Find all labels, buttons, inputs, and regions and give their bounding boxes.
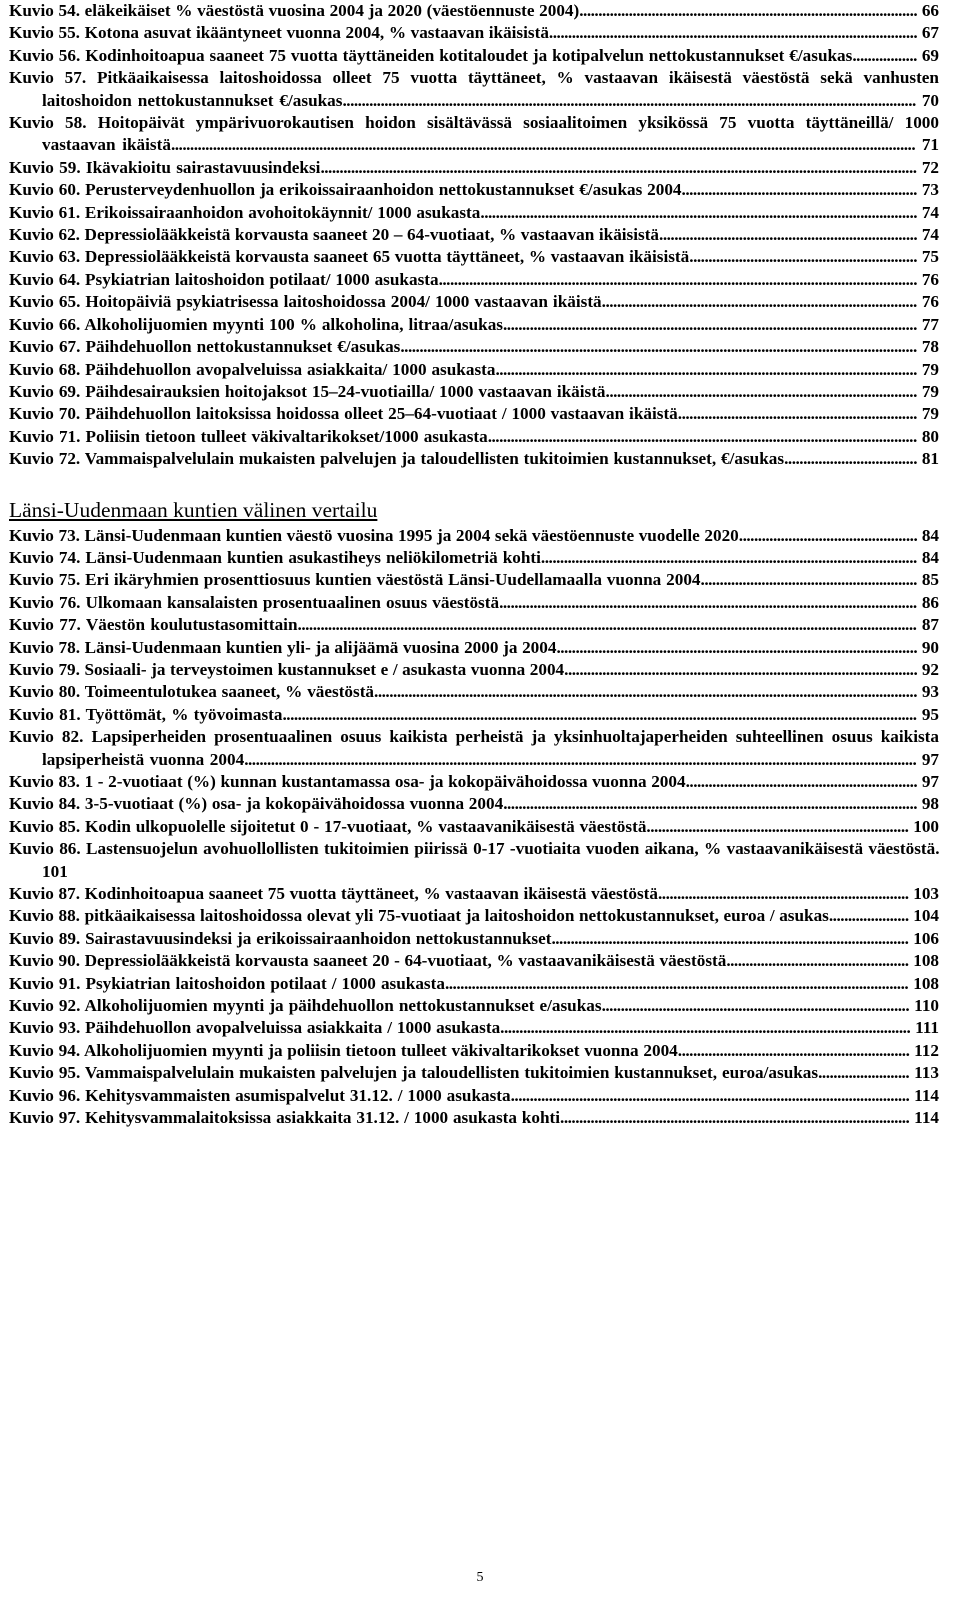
dot-leader: ................................................................................................................. xyxy=(487,426,917,446)
toc-entry-label: Kuvio 88. pitkäaikaisessa laitoshoidossa olevat yli 75-vuotiaat ja laitoshoidon nettokustannukset, euroa / asukas xyxy=(9,906,829,926)
toc-entry-page: 76 xyxy=(921,269,939,289)
toc-list-section xyxy=(9,525,939,1130)
toc-entry-page: 79 xyxy=(921,359,939,379)
toc-entry[interactable] xyxy=(9,1040,939,1062)
toc-entry-label: Kuvio 73. Länsi-Uudenmaan kuntien väestö vuosina 1995 ja 2004 sekä väestöennuste vuodelle 2020 xyxy=(9,525,739,545)
dot-leader: ................................................ xyxy=(726,951,909,971)
dot-leader: ............................................................................................................................................................. xyxy=(320,157,917,177)
toc-entry-page: 98 xyxy=(921,794,939,814)
toc-entry[interactable] xyxy=(9,525,939,547)
toc-entry-label: Kuvio 58. Hoitopäivät ympärivuorokautisen hoidon sisältävässä sosiaalitoimen yksikössä 75 vuotta täyttäneillä/ 1000 vastaavan ikäistä xyxy=(9,113,939,155)
toc-entry-label: Kuvio 81. Työttömät, % työvoimasta xyxy=(9,704,283,724)
toc-entry-page: 67 xyxy=(921,23,939,43)
toc-entry[interactable] xyxy=(9,905,939,927)
toc-entry[interactable] xyxy=(9,381,939,403)
toc-entry-label: Kuvio 82. Lapsiperheiden prosentuaalinen osuus kaikista perheistä ja yksinhuoltajaperheiden suhteellinen osuus kaikista lapsiperheistä vuonna 2004 xyxy=(9,727,939,769)
toc-entry-label: Kuvio 55. Kotona asuvat ikääntyneet vuonna 2004, % vastaavan ikäisistä xyxy=(9,23,549,43)
toc-entry-label: Kuvio 80. Toimeentulotukea saaneet, % väestöstä xyxy=(9,682,375,702)
toc-entry-page: 92 xyxy=(921,659,939,679)
toc-entry-page: 84 xyxy=(921,547,939,567)
dot-leader: .............................................................. xyxy=(681,180,917,200)
toc-entry-page: 95 xyxy=(921,704,939,724)
toc-entry-page: 114 xyxy=(914,1108,939,1128)
toc-entry-page: 78 xyxy=(921,337,939,357)
toc-entry[interactable] xyxy=(9,403,939,425)
toc-entry-page: 73 xyxy=(921,180,939,200)
dot-leader: ............................................................................................... xyxy=(556,637,918,657)
dot-leader: ................................................................................... xyxy=(601,292,917,312)
toc-entry-page: 108 xyxy=(913,951,939,971)
toc-entry-page: 86 xyxy=(921,592,939,612)
dot-leader: ............................................................................................ xyxy=(560,1108,910,1128)
dot-leader: ................................... xyxy=(784,449,917,469)
toc-entry-label: Kuvio 94. Alkoholijuomien myynti ja poliisin tietoon tulleet väkivaltarikokset vuonna 2004 xyxy=(9,1040,678,1060)
toc-entry-label: Kuvio 85. Kodin ulkopuolelle sijoitetut 0 - 17-vuotiaat, % vastaavanikäisestä väestöstä xyxy=(9,816,647,836)
toc-entry[interactable] xyxy=(9,995,939,1017)
toc-entry[interactable] xyxy=(9,928,939,950)
dot-leader: ............................................... xyxy=(738,525,918,545)
section-heading: Länsi-Uudenmaan kuntien välinen vertailu xyxy=(9,497,378,522)
toc-entry-label: Kuvio 76. Ulkomaan kansalaisten prosentuaalinen osuus väestöstä xyxy=(9,592,500,612)
toc-entry-page: 101 xyxy=(42,861,68,881)
dot-leader: ............................................................................................................... xyxy=(495,359,917,379)
dot-leader: .............................................................................................................. xyxy=(499,592,917,612)
toc-entry-label: Kuvio 75. Eri ikäryhmien prosenttiosuus kuntien väestöstä Länsi-Uudellamaalla vuonna 2004 xyxy=(9,570,701,590)
toc-entry-label: Kuvio 89. Sairastavuusindeksi ja erikoissairaanhoidon nettokustannukset xyxy=(9,928,552,948)
toc-entry-page: 108 xyxy=(913,973,939,993)
toc-entry[interactable] xyxy=(9,269,939,291)
toc-entry[interactable] xyxy=(9,637,939,659)
dot-leader: . xyxy=(935,839,939,859)
toc-entry[interactable] xyxy=(9,973,939,995)
toc-entry-label: Kuvio 96. Kehitysvammaisten asumispalvelut 31.12. / 1000 asukasta xyxy=(9,1085,511,1105)
toc-entry-label: Kuvio 59. Ikävakioitu sairastavuusindeksi xyxy=(9,157,321,177)
toc-entry[interactable] xyxy=(9,816,939,838)
toc-entry-label: Kuvio 61. Erikoissairaanhoidon avohoitokäynnit/ 1000 asukasta xyxy=(9,202,481,222)
toc-entry[interactable] xyxy=(9,1062,939,1084)
toc-entry-page: 76 xyxy=(921,292,939,312)
dot-leader: ............................................................................................................................................... xyxy=(374,682,917,702)
toc-entry[interactable] xyxy=(9,681,939,703)
toc-entry-label: Kuvio 83. 1 - 2-vuotiaat (%) kunnan kustantamassa osa- ja kokopäivähoidossa vuonna 2004 xyxy=(9,772,686,791)
toc-entry-page: 103 xyxy=(913,884,939,904)
dot-leader: ..................................................................... xyxy=(646,816,909,836)
toc-entry[interactable] xyxy=(9,224,939,246)
dot-leader: ....................................................................................................................................................................... xyxy=(282,704,917,724)
toc-entry-page: 90 xyxy=(921,637,939,657)
dot-leader: ........................................................................................................................................ xyxy=(400,337,917,357)
dot-leader: .............................................................................................................................. xyxy=(438,269,917,289)
toc-entry-page: 106 xyxy=(913,928,939,948)
toc-entry-label: Kuvio 79. Sosiaali- ja terveystoimen kustannukset e / asukasta vuonna 2004 xyxy=(9,659,565,679)
toc-entry-page: 104 xyxy=(913,906,939,926)
toc-entry[interactable] xyxy=(9,614,939,636)
toc-entry-label: Kuvio 93. Päihdehuollon avopalveluissa asiakkaita / 1000 asukasta xyxy=(9,1018,501,1038)
toc-entry-page: 70 xyxy=(921,90,939,110)
dot-leader: .............................................................................................. xyxy=(551,928,909,948)
toc-entry-page: 113 xyxy=(914,1063,939,1083)
toc-entry-page: 66 xyxy=(921,1,939,20)
toc-entry-label: Kuvio 91. Psykiatrian laitoshoidon potilaat / 1000 asukasta xyxy=(9,973,445,993)
toc-entry-label: Kuvio 57. Pitkäaikaisessa laitoshoidossa olleet 75 vuotta täyttäneet, % vastaavan ikäisestä väestöstä sekä vanhusten laitoshoidon nettokustannukset €/asukas xyxy=(9,68,939,110)
toc-entry[interactable] xyxy=(9,426,939,448)
toc-entry-page: 87 xyxy=(921,615,939,635)
dot-leader: .................................................................... xyxy=(659,225,918,245)
dot-leader: ................................................................................................. xyxy=(548,23,918,43)
dot-leader: ....................................................................................................................................................... xyxy=(342,90,916,110)
toc-entry-label: Kuvio 56. Kodinhoitoapua saaneet 75 vuotta täyttäneiden kotitaloudet ja kotipalvelun nettokustannukset €/asukas xyxy=(9,45,853,65)
dot-leader: .................................................................................. xyxy=(605,381,917,401)
dot-leader: ............................................................................................................. xyxy=(503,794,918,814)
dot-leader: ............................................................................................. xyxy=(564,659,918,679)
toc-entry-page: 111 xyxy=(915,1018,939,1038)
toc-entry-page: 93 xyxy=(921,682,939,702)
toc-entry-label: Kuvio 63. Depressiolääkkeistä korvausta saaneet 65 vuotta täyttäneet, % vastaavan ikäisistä xyxy=(9,247,690,267)
toc-entry-label: Kuvio 84. 3-5-vuotiaat (%) osa- ja kokopäivähoidossa vuonna 2004 xyxy=(9,794,504,814)
toc-entry[interactable] xyxy=(9,569,939,591)
toc-entry-page: 114 xyxy=(914,1085,939,1105)
toc-entry-page: 112 xyxy=(914,1040,939,1060)
toc-entry-label: Kuvio 95. Vammaispalvelulain mukaisten palvelujen ja taloudellisten tukitoimien kustannukset, euroa/asukas xyxy=(9,1063,819,1083)
toc-entry[interactable] xyxy=(9,314,939,336)
toc-entry[interactable] xyxy=(9,157,939,179)
toc-entry-label: Kuvio 72. Vammaispalvelulain mukaisten palvelujen ja taloudellisten tukitoimien kustannukset, €/asukas xyxy=(9,449,785,469)
toc-entry-label: Kuvio 66. Alkoholijuomien myynti 100 % alkoholina, litraa/asukas xyxy=(9,314,503,334)
toc-entry[interactable] xyxy=(9,838,939,883)
toc-entry[interactable] xyxy=(9,448,939,470)
toc-entry[interactable] xyxy=(9,950,939,972)
toc-entry-page: 69 xyxy=(921,45,939,65)
toc-entry-page: 100 xyxy=(913,816,939,836)
dot-leader: ................................................................................................................... xyxy=(480,202,918,222)
dot-leader: ............................................................... xyxy=(677,404,917,424)
toc-entry-page: 80 xyxy=(921,426,939,446)
toc-entry[interactable] xyxy=(9,592,939,614)
toc-entry-page: 97 xyxy=(921,749,939,769)
toc-entry-label: Kuvio 74. Länsi-Uudenmaan kuntien asukastiheys neliökilometriä kohti xyxy=(9,547,541,567)
dot-leader: ..................... xyxy=(828,906,909,926)
toc-entry-label: Kuvio 65. Hoitopäiviä psykiatrisessa laitoshoidossa 2004/ 1000 vastaavan ikäistä xyxy=(9,292,602,312)
toc-entry[interactable] xyxy=(9,726,939,771)
dot-leader: ................................................................................. xyxy=(601,996,910,1016)
toc-entry-label: Kuvio 77. Väestön koulutustasomittain xyxy=(9,615,298,635)
toc-entry-page: 84 xyxy=(921,525,939,545)
toc-entry-page: 72 xyxy=(921,157,939,177)
dot-leader: ........................ xyxy=(818,1063,910,1083)
toc-entry-label: Kuvio 90. Depressiolääkkeistä korvausta saaneet 20 - 64-vuotiaat, % vastaavanikäisestä väestöstä xyxy=(9,951,727,971)
dot-leader: ............................................................................................................ xyxy=(500,1018,911,1038)
toc-entry[interactable] xyxy=(9,1107,939,1129)
dot-leader: .................................................................. xyxy=(657,884,909,904)
toc-entry-page: 74 xyxy=(921,202,939,222)
toc-entry-label: Kuvio 68. Päihdehuollon avopalveluissa asiakkaita/ 1000 asukasta xyxy=(9,359,496,379)
dot-leader: ......................................................... xyxy=(700,570,917,590)
toc-entry[interactable] xyxy=(9,359,939,381)
toc-entry-page: 81 xyxy=(921,449,939,469)
dot-leader: ................................................................................................................................................................... xyxy=(297,615,917,635)
dot-leader: .......................................................................................................................... xyxy=(444,973,909,993)
toc-entry-page: 71 xyxy=(921,135,939,155)
toc-entry[interactable] xyxy=(9,659,939,681)
toc-entry[interactable] xyxy=(9,883,939,905)
toc-entry[interactable] xyxy=(9,202,939,224)
toc-entry-label: Kuvio 92. Alkoholijuomien myynti ja päihdehuollon nettokustannukset e/asukas xyxy=(9,996,602,1016)
toc-entry-page: 97 xyxy=(921,772,939,791)
toc-entry-page: 79 xyxy=(921,381,939,401)
toc-entry-label: Kuvio 78. Länsi-Uudenmaan kuntien yli- ja alijäämä vuosina 2000 ja 2004 xyxy=(9,637,557,657)
toc-entry[interactable] xyxy=(9,291,939,313)
toc-entry-label: Kuvio 70. Päihdehuollon laitoksissa hoidossa olleet 25–64-vuotiaat / 1000 vastaavan ikäistä xyxy=(9,404,678,424)
toc-entry[interactable] xyxy=(9,112,939,157)
toc-entry[interactable] xyxy=(9,179,939,201)
toc-entry[interactable] xyxy=(9,793,939,815)
toc-entry-label: Kuvio 97. Kehitysvammalaitoksissa asiakkaita 31.12. / 1000 asukasta kohti xyxy=(9,1108,561,1128)
toc-entry[interactable] xyxy=(9,22,939,44)
toc-entry-label: Kuvio 62. Depressiolääkkeistä korvausta saaneet 20 – 64-vuotiaat, % vastaavan ikäisistä xyxy=(9,225,660,245)
toc-entry[interactable] xyxy=(9,1085,939,1107)
toc-entry-label: Kuvio 87. Kodinhoitoapua saaneet 75 vuotta täyttäneet, % vastaavan ikäisestä väestöstä xyxy=(9,884,658,904)
dot-leader: .................................................................................................................................................................................................... xyxy=(170,135,916,155)
dot-leader: ............................................................. xyxy=(677,1040,910,1060)
toc-entry-label: Kuvio 86. Lastensuojelun avohuollollisten tukitoimien piirissä 0-17 -vuotiaita vuoden aikana, % vastaavanikäisestä väestöstä xyxy=(9,839,936,859)
table-of-figures xyxy=(9,0,939,1130)
toc-entry[interactable] xyxy=(9,547,939,569)
toc-entry-page: 75 xyxy=(921,247,939,267)
dot-leader: ................................................................................................... xyxy=(540,547,917,567)
toc-entry-page: 74 xyxy=(921,225,939,245)
toc-list xyxy=(9,0,939,471)
toc-entry-page: 77 xyxy=(921,314,939,334)
dot-leader: ............................................................. xyxy=(685,772,918,791)
toc-entry[interactable] xyxy=(9,704,939,726)
page-number: 5 xyxy=(476,1570,484,1585)
toc-entry[interactable] xyxy=(9,246,939,268)
toc-entry-page: 110 xyxy=(914,996,939,1016)
toc-entry[interactable] xyxy=(9,67,939,112)
dot-leader: ................. xyxy=(852,45,917,65)
toc-entry[interactable] xyxy=(9,771,939,793)
toc-entry-label: Kuvio 69. Päihdesairauksien hoitojaksot 15–24-vuotiailla/ 1000 vastaavan ikäistä xyxy=(9,381,606,401)
dot-leader: ................................................................................................................................................................................. xyxy=(244,749,917,769)
dot-leader: ......................................................................................................... xyxy=(510,1085,910,1105)
toc-entry[interactable] xyxy=(9,45,939,67)
dot-leader: ............................................................................................................. xyxy=(503,314,917,334)
toc-entry-page: 79 xyxy=(921,404,939,424)
toc-entry-label: Kuvio 71. Poliisin tietoon tulleet väkivaltarikokset/1000 asukasta xyxy=(9,426,488,446)
toc-entry-label: Kuvio 60. Perusterveydenhuollon ja erikoissairaanhoidon nettokustannukset €/asukas 2004 xyxy=(9,180,682,200)
toc-entry-page: 85 xyxy=(921,570,939,590)
toc-entry-label: Kuvio 54. eläkeikäiset % väestöstä vuosina 2004 ja 2020 (väestöennuste 2004) xyxy=(9,1,580,20)
toc-entry-label: Kuvio 64. Psykiatrian laitoshoidon potilaat/ 1000 asukasta xyxy=(9,269,439,289)
toc-entry[interactable] xyxy=(9,336,939,358)
dot-leader: ............................................................ xyxy=(689,247,918,267)
dot-leader: ......................................................................................... xyxy=(579,1,918,20)
toc-entry-label: Kuvio 67. Päihdehuollon nettokustannukset €/asukas xyxy=(9,337,401,357)
toc-entry[interactable] xyxy=(9,1017,939,1039)
toc-entry[interactable] xyxy=(9,0,939,22)
